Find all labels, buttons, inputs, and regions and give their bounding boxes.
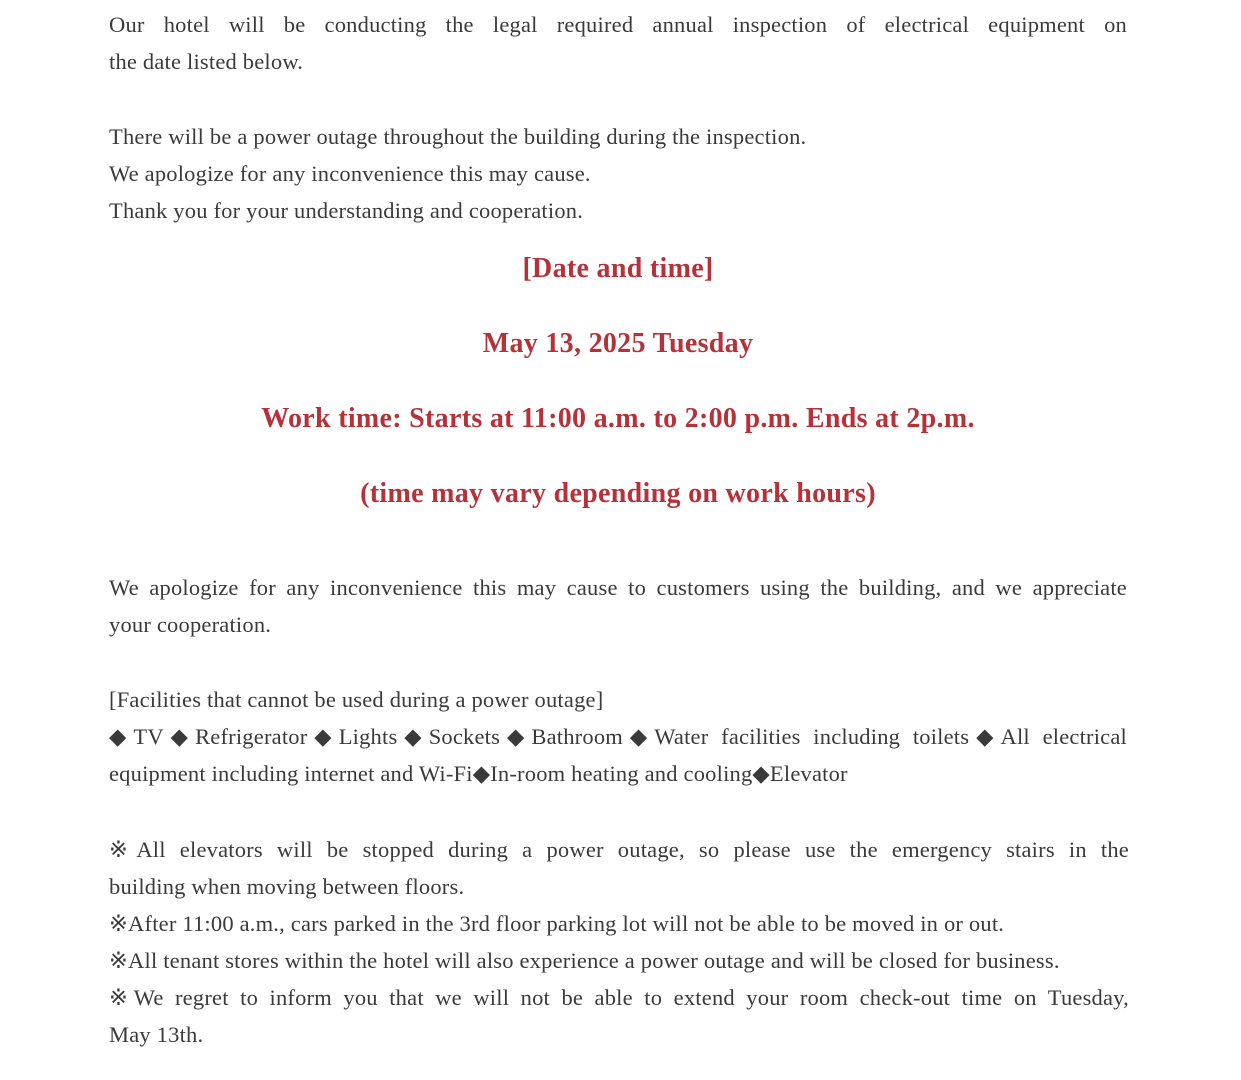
note-elevators-line-1: ※All elevators will be stopped during a power outage, so please use the emergency stairs in the [109, 837, 1129, 862]
outage-paragraph [109, 118, 1127, 229]
note-tenants: ※All tenant stores within the hotel will also experience a power outage and will be closed for business. [109, 948, 1060, 973]
inspection-date: May 13, 2025 Tuesday [482, 328, 754, 359]
date-time-heading: [Date and time] [522, 253, 714, 284]
intro-paragraph [109, 6, 1127, 80]
outage-line-3: Thank you for your understanding and cooperation. [109, 198, 584, 223]
apology-line-1: We apologize for any inconvenience this may cause to customers using the building, and we appreciate [109, 575, 1127, 600]
note-parking: ※After 11:00 a.m., cars parked in the 3rd floor parking lot will not be able to be moved in or out. [109, 911, 1005, 936]
outage-line-1: There will be a power outage throughout the building during the inspection. [109, 124, 807, 149]
notes-section [109, 831, 1129, 1053]
apology-paragraph [109, 569, 1127, 643]
note-elevators-line-2: building when moving between floors. [109, 874, 465, 899]
facilities-line-1: ◆TV◆Refrigerator◆Lights◆Sockets◆Bathroom◆Water facilities including toilets◆All electrical [109, 724, 1127, 749]
facilities-section [109, 681, 1127, 792]
work-time: Work time: Starts at 11:00 a.m. to 2:00 p.m. Ends at 2p.m. [261, 403, 975, 434]
note-checkout-line-2: May 13th. [109, 1022, 204, 1047]
intro-line-1: Our hotel will be conducting the legal required annual inspection of electrical equipment on [109, 12, 1127, 37]
outage-line-2: We apologize for any inconvenience this may cause. [109, 161, 591, 186]
intro-line-2: the date listed below. [109, 49, 304, 74]
time-variation-note: (time may vary depending on work hours) [360, 478, 876, 509]
facilities-heading: [Facilities that cannot be used during a power outage] [109, 687, 604, 712]
apology-line-2: your cooperation. [109, 612, 272, 637]
facilities-line-2: equipment including internet and Wi-Fi◆In-room heating and cooling◆Elevator [109, 761, 848, 786]
note-checkout-line-1: ※We regret to inform you that we will not be able to extend your room check-out time on Tuesday, [109, 985, 1129, 1010]
